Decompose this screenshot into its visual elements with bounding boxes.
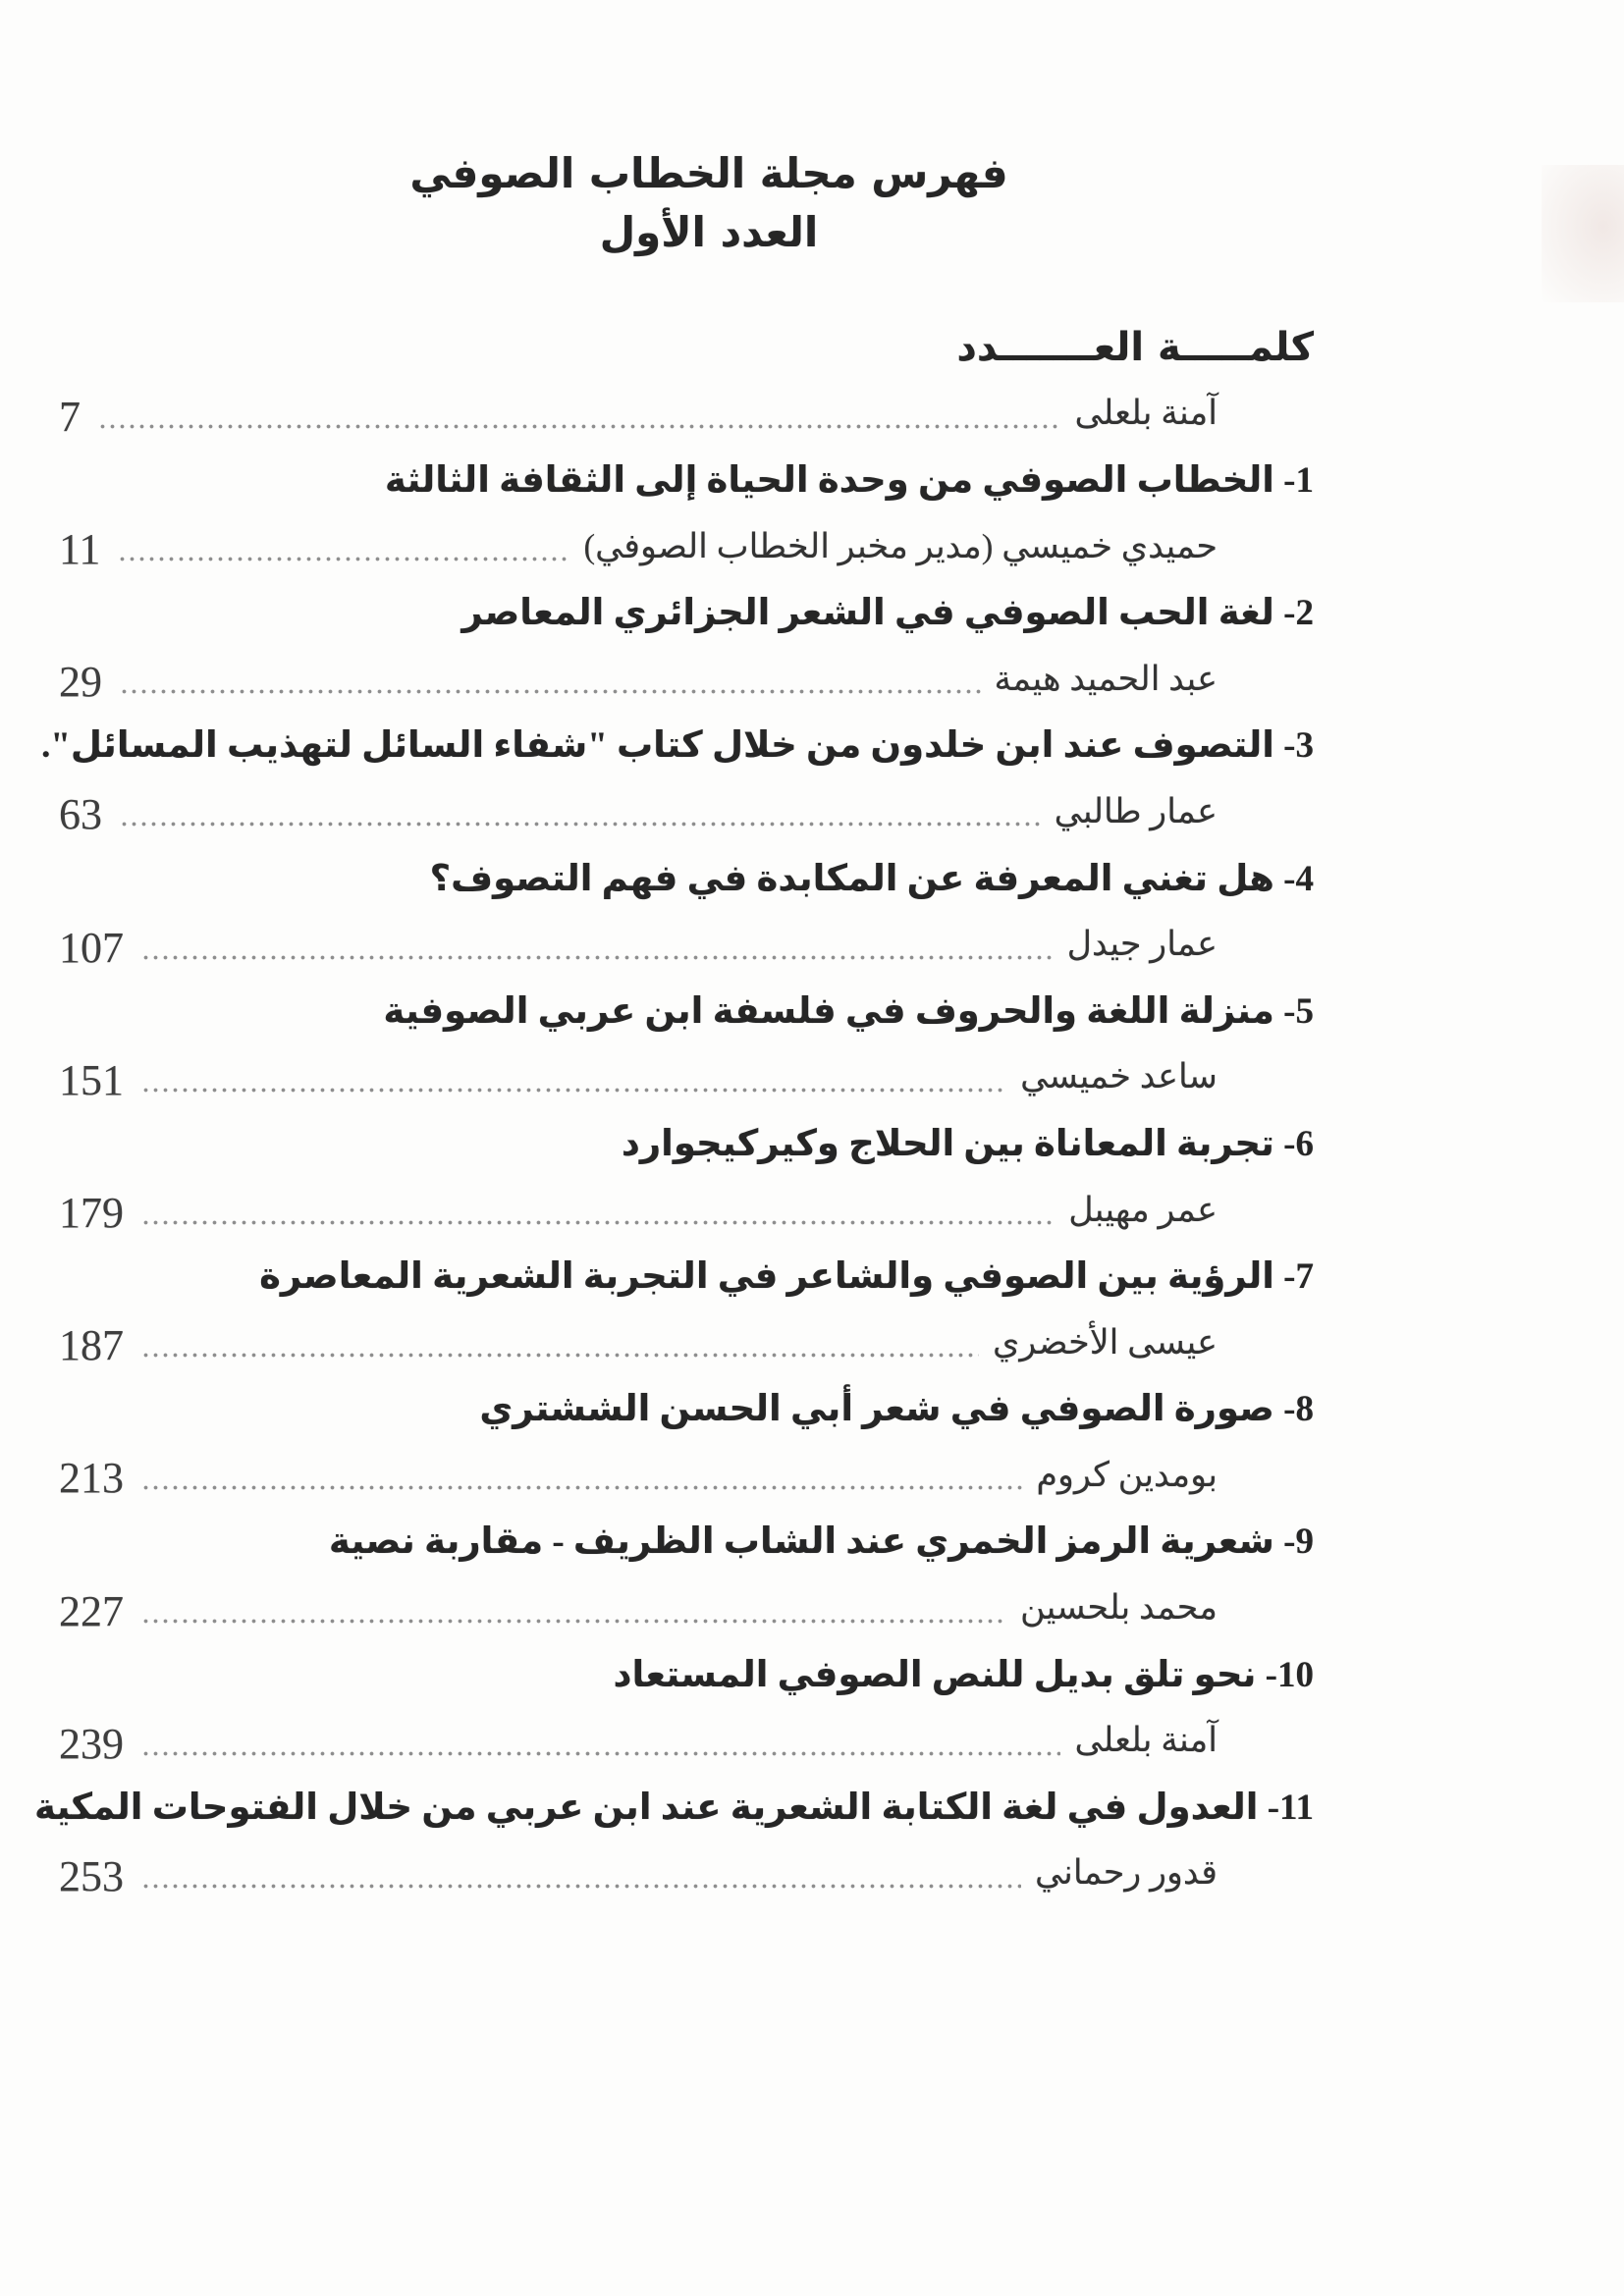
journal-index-title: فهرس مجلة الخطاب الصوفي [409, 149, 1008, 197]
toc-entry [59, 978, 1314, 1110]
toc-entry [59, 1110, 1314, 1243]
author-name: عيسى الأخضري [993, 1322, 1218, 1362]
entry-author-row [59, 646, 1314, 713]
entry-author-row [59, 1044, 1314, 1111]
entry-title-row [41, 713, 1314, 779]
entry-title: 8- صورة الصوفي في شعر أبي الحسن الششتري [479, 1389, 1314, 1430]
entry-title-row [59, 845, 1314, 912]
dotted-leader [120, 557, 569, 561]
entry-title: 5- منزلة اللغة والحروف في فلسفة ابن عربي الصوفية [383, 990, 1314, 1032]
entry-author-row [59, 513, 1314, 580]
author-name: حميدي خميسي (مدير مخبر الخطاب الصوفي) [583, 526, 1218, 565]
page-number: 213 [59, 1454, 124, 1503]
entry-title: 9- شعرية الرمز الخمري عند الشاب الظريف - مقاربة نصية [328, 1522, 1314, 1563]
preface-author-row [59, 381, 1314, 448]
entry-title: 6- تجربة المعاناة بين الحلاج وكيركيجوارد [621, 1123, 1314, 1164]
toc-entry [59, 1641, 1314, 1774]
table-of-contents [34, 314, 1314, 1906]
author-name: عبد الحميد هيمة [994, 659, 1218, 698]
author-name: آمنة بلعلى [1074, 394, 1218, 433]
page-number: 227 [59, 1586, 124, 1635]
entry-author-row [59, 911, 1314, 978]
entry-title-row [59, 978, 1314, 1044]
dotted-leader [143, 1619, 1006, 1624]
dotted-leader [143, 1220, 1055, 1225]
entry-author-row [59, 778, 1314, 845]
dotted-leader [143, 955, 1054, 960]
page-number: 63 [59, 790, 102, 839]
toc-entry [59, 1376, 1314, 1509]
toc-entries [34, 447, 1314, 1906]
author-name: عمر مهيبل [1068, 1190, 1218, 1229]
toc-entry [41, 713, 1314, 845]
dotted-leader [143, 1353, 979, 1358]
page-number: 7 [59, 392, 81, 441]
entry-title: 11- العدول في لغة الكتابة الشعرية عند ابن عربي من خلال الفتوحات المكية [34, 1787, 1314, 1828]
author-name: محمد بلحسين [1019, 1588, 1218, 1628]
entry-title: 2- لغة الحب الصوفي في الشعر الجزائري المعاصر [461, 593, 1314, 634]
entry-author-row [59, 1309, 1314, 1376]
author-name: عمار طالبي [1054, 791, 1218, 830]
entry-title: 3- التصوف عند ابن خلدون من خلال كتاب "شفاء السائل لتهذيب المسائل". [41, 725, 1314, 767]
page-number: 29 [59, 658, 102, 707]
dotted-leader [143, 1751, 1060, 1756]
page-number: 239 [59, 1719, 124, 1768]
dotted-leader [143, 1485, 1022, 1490]
page-number: 253 [59, 1851, 124, 1900]
toc-entry [59, 579, 1314, 712]
toc-entry [59, 845, 1314, 978]
entry-title-row [59, 1243, 1314, 1309]
page-number: 187 [59, 1321, 124, 1370]
dotted-leader [143, 1884, 1021, 1889]
author-name: عمار جيدل [1066, 925, 1218, 964]
toc-entry [59, 447, 1314, 579]
entry-author-row [59, 1177, 1314, 1244]
author-name: ساعد خميسي [1020, 1057, 1218, 1096]
scan-artifact-smudge [1542, 165, 1624, 302]
entry-author-row [59, 1707, 1314, 1774]
dotted-leader [122, 689, 981, 694]
entry-author-row [59, 1575, 1314, 1641]
entry-title-row [59, 447, 1314, 513]
preface-heading-row [59, 314, 1314, 381]
author-name: آمنة بلعلى [1074, 1721, 1218, 1760]
entry-title: 1- الخطاب الصوفي من وحدة الحياة إلى الثقافة الثالثة [384, 459, 1314, 501]
entry-author-row [59, 1841, 1314, 1907]
page-number: 107 [59, 923, 124, 972]
entry-title-row [59, 1110, 1314, 1177]
toc-entry [59, 1509, 1314, 1641]
author-name: بومدين كروم [1036, 1455, 1218, 1494]
toc-entry [34, 1774, 1314, 1906]
document-header [409, 143, 1007, 261]
page-number: 11 [59, 525, 101, 574]
issue-number-subtitle: العدد الأول [599, 208, 819, 256]
entry-title: 10- نحو تلق بديل للنص الصوفي المستعاد [613, 1654, 1314, 1695]
page-number: 151 [59, 1055, 124, 1104]
entry-title: 7- الرؤية بين الصوفي والشاعر في التجربة الشعرية المعاصرة [259, 1256, 1314, 1298]
entry-title-row [59, 1641, 1314, 1708]
entry-title: 4- هل تغني المعرفة عن المكابدة في فهم التصوف؟ [429, 858, 1314, 899]
author-name: قدور رحماني [1034, 1853, 1218, 1893]
dotted-leader [100, 424, 1060, 429]
dotted-leader [122, 822, 1041, 827]
entry-title-row [59, 1509, 1314, 1575]
entry-author-row [59, 1442, 1314, 1509]
entry-title-row [59, 1376, 1314, 1443]
toc-entry [59, 1243, 1314, 1375]
entry-title-row [59, 579, 1314, 646]
entry-title-row [34, 1774, 1314, 1841]
preface-heading: كلمـــــة العـــــــدد [956, 324, 1314, 370]
page-number: 179 [59, 1189, 124, 1238]
dotted-leader [143, 1088, 1006, 1093]
